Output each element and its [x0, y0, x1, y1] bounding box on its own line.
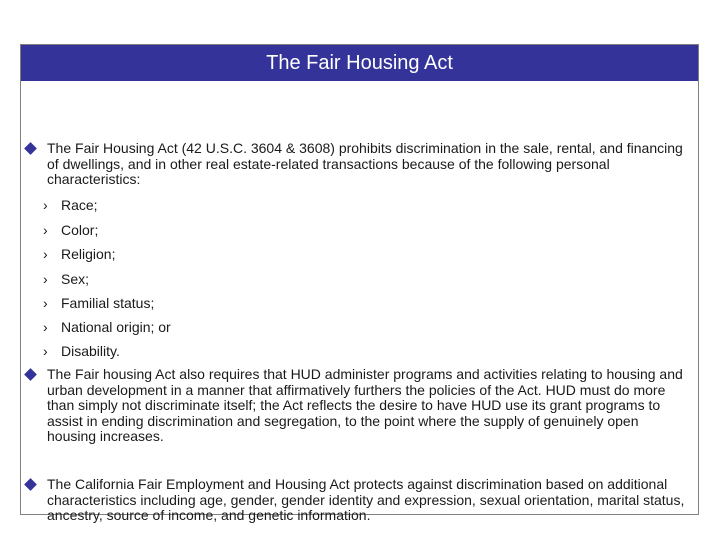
- chevron-right-icon: ›: [43, 295, 48, 311]
- chevron-right-icon: ›: [43, 271, 48, 287]
- sub-list-item: [43, 343, 120, 359]
- sub-item-text: Sex;: [61, 271, 90, 287]
- sub-item-text: Religion;: [61, 246, 116, 262]
- bullet-text: The Fair housing Act also requires that HUD administer programs and activities relating to housing and urban development in a manner that affirmatively furthers the policies of the Act. HUD must do more than simply not discriminate itself; the Act reflects the desire to have HUD use its grant programs to assist in ending discrimination and segregation, to the point where the supply of genuinely open housing increases.: [47, 366, 683, 444]
- chevron-right-icon: ›: [43, 319, 48, 335]
- slide-title: The Fair Housing Act: [21, 45, 698, 81]
- sub-list-item: [43, 319, 171, 335]
- slide-frame: [20, 44, 699, 523]
- sub-item-text: Disability.: [61, 343, 120, 359]
- bullet-text: The California Fair Employment and Housing Act protects against discrimination based on additional characteristics including age, gender, gender identity and expression, sexual orientation, marital status, ancestry, source of income, and genetic information.: [47, 476, 685, 523]
- diamond-bullet-icon: [24, 368, 37, 381]
- chevron-right-icon: ›: [43, 343, 48, 359]
- sub-item-text: Color;: [61, 222, 99, 238]
- chevron-right-icon: ›: [43, 197, 48, 213]
- diamond-bullet-icon: [24, 478, 37, 491]
- sub-list-item: [43, 222, 99, 238]
- slide-content: [21, 81, 698, 523]
- bullet-text: The Fair Housing Act (42 U.S.C. 3604 & 3608) prohibits discrimination in the sale, rental, and financing of dwellings, and in other real estate-related transactions because of the following personal characteristics:: [47, 140, 683, 187]
- sub-list-item: [43, 246, 116, 262]
- chevron-right-icon: ›: [43, 222, 48, 238]
- sub-item-text: Race;: [61, 197, 98, 213]
- sub-item-text: National origin; or: [61, 319, 171, 335]
- sub-item-text: Familial status;: [61, 295, 155, 311]
- diamond-bullet-icon: [24, 142, 37, 155]
- bullet-item: [47, 477, 686, 524]
- sub-list-item: [43, 271, 90, 287]
- bullet-item: [47, 141, 686, 188]
- chevron-right-icon: ›: [43, 246, 48, 262]
- sub-list-item: [43, 197, 98, 213]
- bullet-item: [47, 367, 686, 445]
- sub-list-item: [43, 295, 155, 311]
